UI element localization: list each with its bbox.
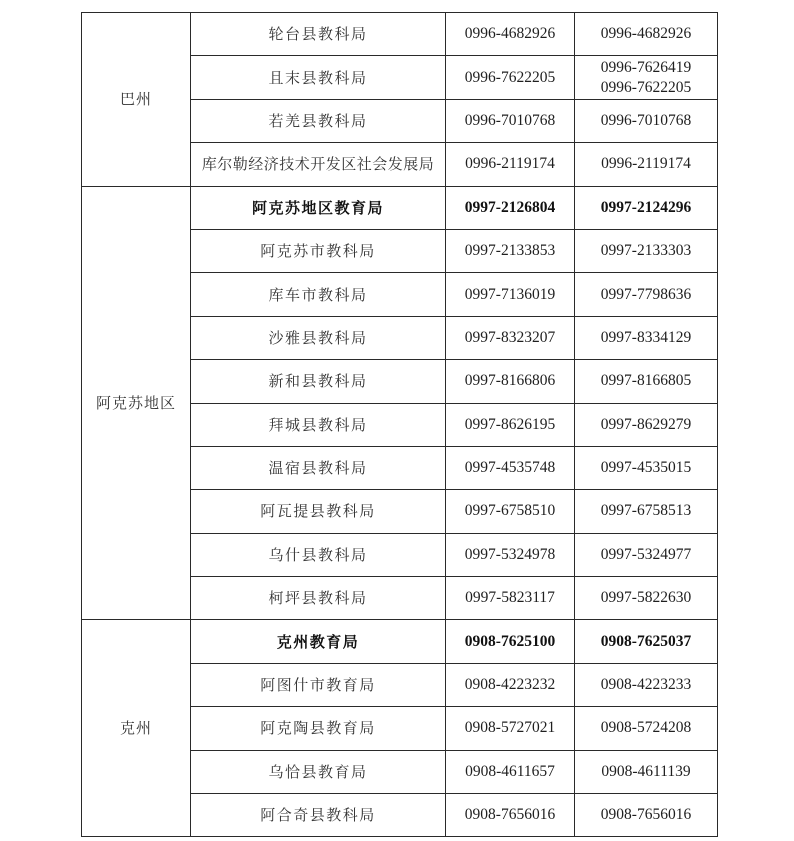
fax-number: 0908-4223233	[600, 676, 692, 694]
phone-cell: 0996-2119174	[446, 143, 575, 186]
unit-cell: 新和县教科局	[191, 360, 446, 403]
unit-cell: 库尔勒经济技术开发区社会发展局	[191, 143, 446, 186]
fax-number: 0996-2119174	[601, 155, 691, 173]
unit-cell: 乌恰县教育局	[191, 750, 446, 793]
phone-cell: 0908-5727021	[446, 707, 575, 750]
fax-cell	[575, 13, 718, 56]
fax-number: 0996-7622205	[600, 78, 692, 96]
fax-number: 0908-4611139	[601, 762, 691, 780]
phone-cell: 0997-4535748	[446, 446, 575, 489]
fax-cell	[575, 490, 718, 533]
unit-cell: 且末县教科局	[191, 56, 446, 99]
fax-number: 0997-8166805	[600, 372, 692, 390]
unit-cell: 阿克苏市教科局	[191, 229, 446, 272]
unit-cell: 阿瓦提县教科局	[191, 490, 446, 533]
phone-cell: 0997-2126804	[446, 186, 575, 229]
fax-cell	[575, 533, 718, 576]
phone-cell: 0908-4611657	[446, 750, 575, 793]
fax-cell	[575, 794, 718, 837]
fax-cell	[575, 663, 718, 706]
fax-number: 0997-5822630	[600, 589, 692, 607]
unit-cell: 拜城县教科局	[191, 403, 446, 446]
fax-cell	[575, 99, 718, 142]
fax-number: 0908-7656016	[600, 806, 692, 824]
unit-cell: 阿克陶县教育局	[191, 707, 446, 750]
table-row	[82, 186, 718, 229]
fax-number: 0997-6758513	[600, 502, 692, 520]
phone-cell: 0997-8323207	[446, 316, 575, 359]
fax-cell	[575, 273, 718, 316]
table-row	[82, 620, 718, 663]
unit-cell: 沙雅县教科局	[191, 316, 446, 359]
phone-cell: 0997-2133853	[446, 229, 575, 272]
phone-cell: 0997-7136019	[446, 273, 575, 316]
unit-cell: 阿图什市教育局	[191, 663, 446, 706]
fax-number: 0997-8334129	[600, 328, 692, 346]
fax-number: 0908-7625037	[600, 632, 692, 650]
fax-cell	[575, 56, 718, 99]
fax-number: 0996-7626419	[600, 58, 692, 76]
fax-number: 0997-4535015	[600, 459, 692, 477]
fax-number: 0997-8629279	[600, 415, 692, 433]
fax-number: 0997-7798636	[600, 285, 692, 303]
phone-cell: 0997-8166806	[446, 360, 575, 403]
fax-cell	[575, 186, 718, 229]
unit-cell: 温宿县教科局	[191, 446, 446, 489]
phone-cell: 0996-7622205	[446, 56, 575, 99]
phone-cell: 0996-7010768	[446, 99, 575, 142]
fax-number: 0908-5724208	[600, 719, 692, 737]
table-row	[82, 13, 718, 56]
phone-cell: 0997-5324978	[446, 533, 575, 576]
fax-cell	[575, 360, 718, 403]
fax-number: 0996-7010768	[600, 111, 692, 129]
unit-cell: 阿克苏地区教育局	[191, 186, 446, 229]
fax-cell	[575, 620, 718, 663]
unit-cell: 柯坪县教科局	[191, 577, 446, 620]
fax-cell	[575, 316, 718, 359]
phone-cell: 0997-8626195	[446, 403, 575, 446]
fax-number: 0997-2133303	[600, 242, 692, 260]
phone-cell: 0908-4223232	[446, 663, 575, 706]
contacts-table	[81, 12, 718, 837]
fax-cell	[575, 403, 718, 446]
fax-cell	[575, 446, 718, 489]
fax-number: 0997-5324977	[600, 545, 692, 563]
unit-cell: 库车市教科局	[191, 273, 446, 316]
region-cell: 阿克苏地区	[82, 186, 191, 620]
fax-cell	[575, 577, 718, 620]
fax-number: 0996-4682926	[600, 25, 692, 43]
phone-cell: 0997-5823117	[446, 577, 575, 620]
contacts-table-body	[82, 13, 718, 837]
phone-cell: 0908-7656016	[446, 794, 575, 837]
fax-cell	[575, 229, 718, 272]
region-cell: 克州	[82, 620, 191, 837]
unit-cell: 轮台县教科局	[191, 13, 446, 56]
unit-cell: 克州教育局	[191, 620, 446, 663]
fax-cell	[575, 143, 718, 186]
unit-cell: 乌什县教科局	[191, 533, 446, 576]
unit-cell: 若羌县教科局	[191, 99, 446, 142]
phone-cell: 0997-6758510	[446, 490, 575, 533]
unit-cell: 阿合奇县教科局	[191, 794, 446, 837]
phone-cell: 0908-7625100	[446, 620, 575, 663]
phone-cell: 0996-4682926	[446, 13, 575, 56]
fax-cell	[575, 750, 718, 793]
region-cell: 巴州	[82, 13, 191, 187]
fax-number: 0997-2124296	[600, 198, 692, 216]
fax-cell	[575, 707, 718, 750]
